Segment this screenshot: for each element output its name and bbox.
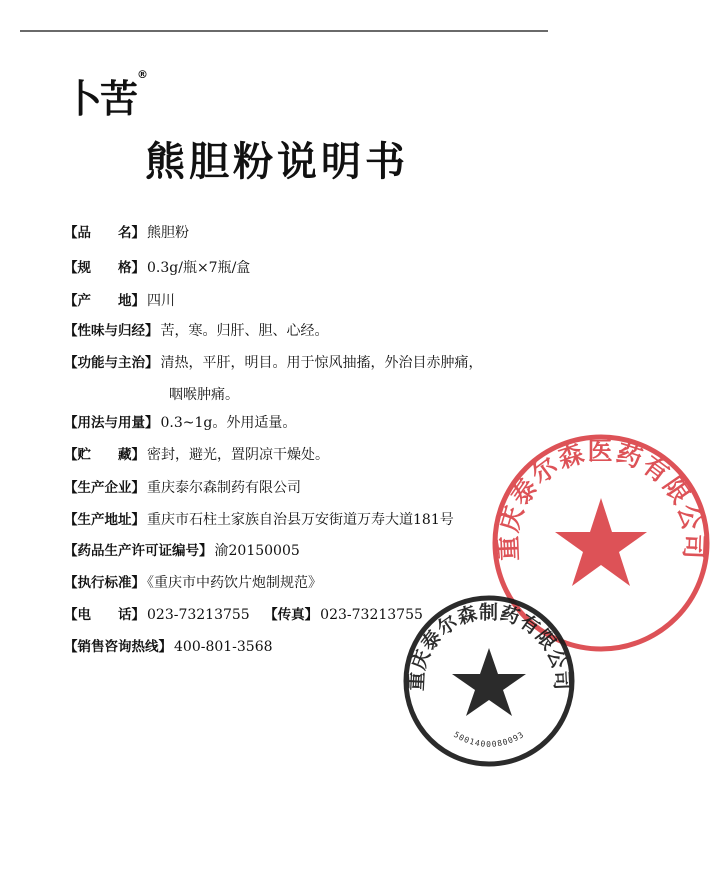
document-title: 熊胆粉说明书: [145, 139, 409, 185]
field-label: 【执行标准】: [64, 575, 145, 591]
field-address: [64, 511, 454, 529]
field-label: 【功能与主治】: [64, 355, 159, 371]
field-origin: [64, 292, 175, 310]
registered-mark: ®: [137, 68, 147, 81]
field-value: 0.3g/瓶×7瓶/盒: [147, 260, 251, 276]
black-manufacturer-seal: [400, 592, 578, 770]
field-label: 【生产地址】: [64, 512, 145, 528]
field-value: 400-801-3568: [174, 639, 273, 655]
field-value: 清热，平肝，明目。用于惊风抽搐，外治目赤肿痛，: [160, 355, 483, 371]
field-label: 【销售咨询热线】: [64, 639, 172, 655]
field-value-fax: 023-73213755: [320, 607, 423, 623]
field-value: 0.3~1g。外用适量。: [160, 415, 297, 431]
field-label: 【品 名】: [64, 225, 145, 241]
field-label: 【贮 藏】: [64, 447, 145, 463]
field-label: 【产 地】: [64, 293, 145, 309]
field-value: 渝20150005: [214, 543, 300, 559]
field-indications: [64, 354, 483, 372]
field-specification: [64, 259, 250, 277]
field-label: 【生产企业】: [64, 480, 145, 496]
svg-text:5001400080093: [452, 730, 526, 749]
field-indications-continuation: 咽喉肿痛。: [169, 387, 239, 403]
field-value: 密封，避光，置阴凉干燥处。: [147, 447, 329, 463]
field-standard: [64, 574, 322, 592]
field-dosage: [64, 414, 296, 432]
black-seal-text: 重庆泰尔森制药有限公司: [405, 601, 573, 692]
field-phone: [64, 606, 423, 624]
red-seal-text: 重庆泰尔森医药有限公司: [493, 436, 709, 562]
field-label-fax: 【传真】: [264, 607, 319, 623]
field-value: 023-73213755: [147, 607, 250, 623]
field-storage: [64, 446, 329, 464]
top-divider: [20, 30, 548, 32]
field-label: 【性味与归经】: [64, 323, 159, 339]
field-value: 四川: [147, 293, 175, 309]
field-hotline: [64, 638, 273, 656]
field-label: 【电 话】: [64, 607, 145, 623]
field-value: 重庆市石柱土家族自治县万安街道万寿大道181号: [147, 512, 454, 528]
field-label: 【用法与用量】: [64, 415, 159, 431]
field-license-number: [64, 542, 300, 560]
field-manufacturer: [64, 479, 301, 497]
field-label: 【规 格】: [64, 260, 145, 276]
field-value: 重庆泰尔森制药有限公司: [147, 480, 301, 496]
field-product-name: [64, 224, 189, 242]
field-nature-meridian: [64, 322, 329, 340]
field-value: 《重庆市中药饮片炮制规范》: [147, 575, 322, 591]
field-value: 熊胆粉: [147, 225, 189, 241]
brand-logo: [64, 68, 146, 123]
field-label: 【药品生产许可证编号】: [64, 543, 213, 559]
field-value: 苦，寒。归肝、胆、心经。: [160, 323, 329, 339]
brand-logo-text: 卜苦: [64, 77, 137, 121]
black-seal-number: 5001400080093: [452, 729, 526, 749]
